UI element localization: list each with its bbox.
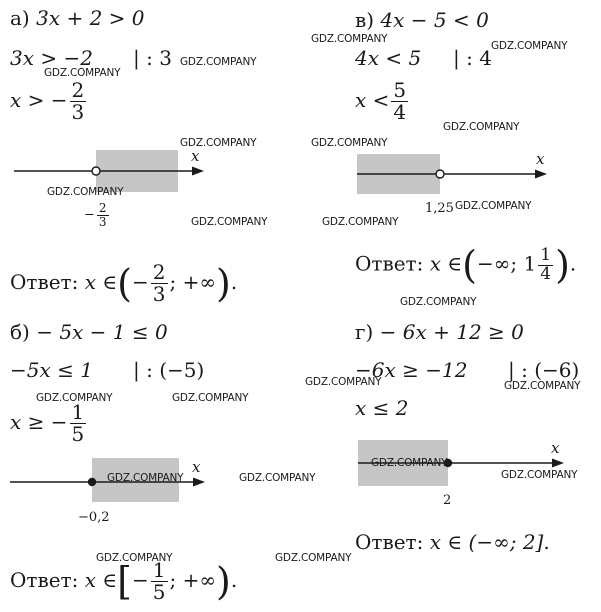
part-g-answer: Ответ: x ∈ (−∞; 2]. [355, 530, 550, 554]
part-b-line2: −5x ≤ 1 [10, 358, 93, 382]
part-b-label: б) [10, 320, 30, 344]
part-v-line3: x < $\frac{5}{4}$ [355, 78, 407, 124]
part-a-label: а) [10, 6, 30, 30]
watermark: GDZ.COMPANY [180, 137, 257, 149]
watermark: GDZ.COMPANY [47, 186, 124, 198]
part-v-divisor: | : 4 [453, 46, 492, 70]
watermark: GDZ.COMPANY [239, 472, 316, 484]
part-g-inequality: − 6x + 12 ≥ 0 [379, 320, 524, 344]
part-g-answer-word: Ответ: [355, 530, 424, 554]
part-a-axis-label: x [191, 147, 200, 165]
part-v-label: в) [355, 8, 375, 32]
watermark: GDZ.COMPANY [36, 392, 113, 404]
watermark: GDZ.COMPANY [501, 469, 578, 481]
part-a-fraction: $\frac{2}{3}$ [71, 78, 85, 124]
part-b-answer: Ответ: x ∈[− $\frac{1}{5}$ ; +∞). [10, 558, 238, 604]
part-v-tick-label: 1,25 [425, 201, 454, 216]
watermark: GDZ.COMPANY [504, 380, 581, 392]
watermark: GDZ.COMPANY [191, 216, 268, 228]
part-v-answer-word: Ответ: [355, 251, 424, 276]
part-a-line3-prefix: x > − [10, 88, 68, 112]
part-a-answer: Ответ: x ∈(− $\frac{2}{3}$ ; +∞). [10, 260, 238, 306]
part-v-axis-label: x [536, 150, 545, 168]
part-g-divisor: | : (−6) [508, 358, 580, 382]
part-a-tick-label: − $\frac{2}{3}$ [84, 201, 107, 229]
watermark: GDZ.COMPANY [455, 200, 532, 212]
part-g-axis-label: x [551, 439, 560, 457]
watermark: GDZ.COMPANY [172, 392, 249, 404]
part-a-answer-word: Ответ: [10, 270, 79, 294]
watermark: GDZ.COMPANY [491, 40, 568, 52]
part-b-inequality: − 5x − 1 ≤ 0 [36, 320, 168, 344]
watermark: GDZ.COMPANY [311, 137, 388, 149]
part-a-divisor: | : 3 [133, 46, 172, 70]
part-b-axis-label: x [192, 458, 201, 476]
watermark: GDZ.COMPANY [322, 216, 399, 228]
part-v-answer: Ответ: x ∈(−∞; 1 $\frac{1}{4}$ ). [355, 243, 577, 287]
watermark: GDZ.COMPANY [311, 33, 388, 45]
watermark: GDZ.COMPANY [44, 67, 121, 79]
part-g-tick-label: 2 [443, 493, 452, 508]
part-v-line2: 4x < 5 [355, 46, 422, 70]
part-v-fraction: $\frac{5}{4}$ [393, 78, 407, 124]
part-b-tick-label: −0,2 [78, 510, 110, 525]
part-v-inequality: 4x − 5 < 0 [380, 8, 489, 32]
part-b-divisor: | : (−5) [133, 358, 205, 382]
part-g-line2: −6x ≥ −12 [355, 358, 468, 382]
part-b-line3: x ≥ − $\frac{1}{5}$ [10, 400, 85, 446]
watermark: GDZ.COMPANY [96, 552, 173, 564]
part-a-inequality: 3x + 2 > 0 [36, 6, 145, 30]
part-g-line3: x ≤ 2 [355, 396, 409, 420]
part-b-answer-word: Ответ: [10, 568, 79, 592]
part-a-line2: 3x > −2 [10, 46, 93, 70]
watermark: GDZ.COMPANY [275, 552, 352, 564]
watermark: GDZ.COMPANY [305, 376, 382, 388]
watermark: GDZ.COMPANY [371, 457, 448, 469]
watermark: GDZ.COMPANY [400, 296, 477, 308]
watermark: GDZ.COMPANY [107, 472, 184, 484]
watermark: GDZ.COMPANY [443, 121, 520, 133]
part-b-fraction: $\frac{1}{5}$ [71, 400, 85, 446]
watermark: GDZ.COMPANY [180, 56, 257, 68]
part-g-label: г) [355, 320, 374, 344]
